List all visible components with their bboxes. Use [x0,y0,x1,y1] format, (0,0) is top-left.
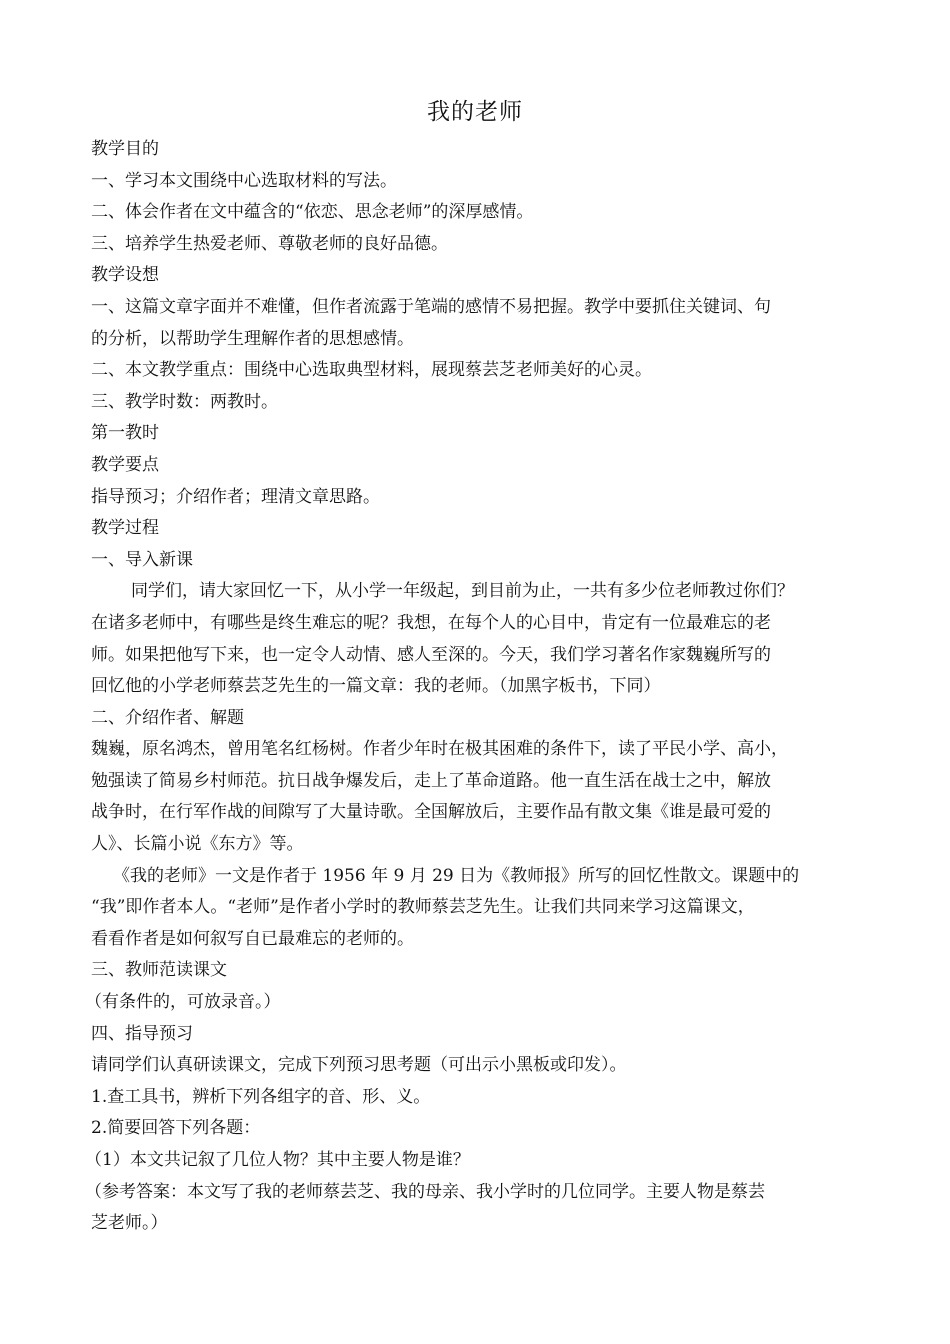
paragraph-line: 指导预习；介绍作者；理清文章思路。 [91,486,380,507]
paragraph-line: 请同学们认真研读课文，完成下列预习思考题（可出示小黑板或印发）。 [91,1055,627,1076]
paragraph-line: 人》、长篇小说《东方》等。 [91,834,304,855]
section-heading: 教学目的 [91,139,159,159]
document-body [85,134,861,1240]
paragraph-line: （参考答案：本文写了我的老师蔡芸芝、我的母亲、我小学时的几位同学。主要人物是蔡芸 [85,1181,765,1202]
paragraph-line: 2.简要回答下列各题： [91,1118,261,1139]
paragraph-line: 在诸多老师中，有哪些是终生难忘的呢？我想，在每个人的心目中，肯定有一位最难忘的老 [91,612,771,633]
section-heading: 四、指导预习 [91,1023,193,1044]
section-heading: 二、介绍作者、解题 [91,707,244,728]
section-heading: 三、教师范读课文 [91,960,227,981]
paragraph-line: 三、培养学生热爱老师、尊敬老师的良好品德。 [91,233,448,254]
paragraph-line: 《我的老师》一文是作者于 1956 年 9 月 29 日为《教师报》所写的回忆性散文。课题中的 [113,865,800,886]
page-title: 我的老师 [427,99,523,125]
section-heading: 教学过程 [91,518,159,539]
paragraph-line: （有条件的，可放录音。） [85,992,281,1013]
section-heading: 教学设想 [91,265,159,286]
paragraph-line: （1）本文共记叙了几位人物？其中主要人物是谁？ [85,1150,470,1170]
paragraph-line: 芝老师。） [91,1213,168,1234]
paragraph-line: 一、学习本文围绕中心选取材料的写法。 [91,170,397,191]
paragraph-line: 二、体会作者在文中蕴含的“依恋、思念老师”的深厚感情。 [91,202,534,223]
paragraph-line: 勉强读了简易乡村师范。抗日战争爆发后，走上了革命道路。他一直生活在战士之中，解放 [91,770,771,791]
paragraph-line: “我”即作者本人。“老师”是作者小学时的教师蔡芸芝先生。让我们共同来学习这篇课文， [91,897,755,918]
paragraph-line: 三、教学时数：两教时。 [91,391,278,412]
section-heading: 第一教时 [91,423,159,444]
paragraph-line: 看看作者是如何叙写自已最难忘的老师的。 [91,928,414,949]
paragraph-line: 的分析，以帮助学生理解作者的思想感情。 [91,328,414,349]
section-heading: 一、导入新课 [91,549,193,570]
section-heading: 教学要点 [91,454,159,475]
paragraph-line: 一、这篇文章字面并不难懂，但作者流露于笔端的感情不易把握。教学中要抓住关键词、句 [91,296,771,317]
paragraph-line: 回忆他的小学老师蔡芸芝先生的一篇文章：我的老师。（加黑字板书，下同） [91,676,661,697]
paragraph-line: 师。如果把他写下来，也一定令人动情、感人至深的。今天，我们学习著名作家魏巍所写的 [91,644,771,665]
paragraph-line: 1.查工具书，辨析下列各组字的音、形、义。 [91,1086,431,1107]
paragraph-line: 战争时，在行军作战的间隙写了大量诗歌。全国解放后，主要作品有散文集《谁是最可爱的 [91,802,771,823]
paragraph-line: 同学们，请大家回忆一下，从小学一年级起，到目前为止，一共有多少位老师教过你们？ [131,581,794,602]
paragraph-line: 魏巍，原名鸿杰，曾用笔名红杨树。作者少年时在极其困难的条件下，读了平民小学、高小， [91,739,788,760]
paragraph-line: 二、本文教学重点：围绕中心选取典型材料，展现蔡芸芝老师美好的心灵。 [91,360,652,381]
